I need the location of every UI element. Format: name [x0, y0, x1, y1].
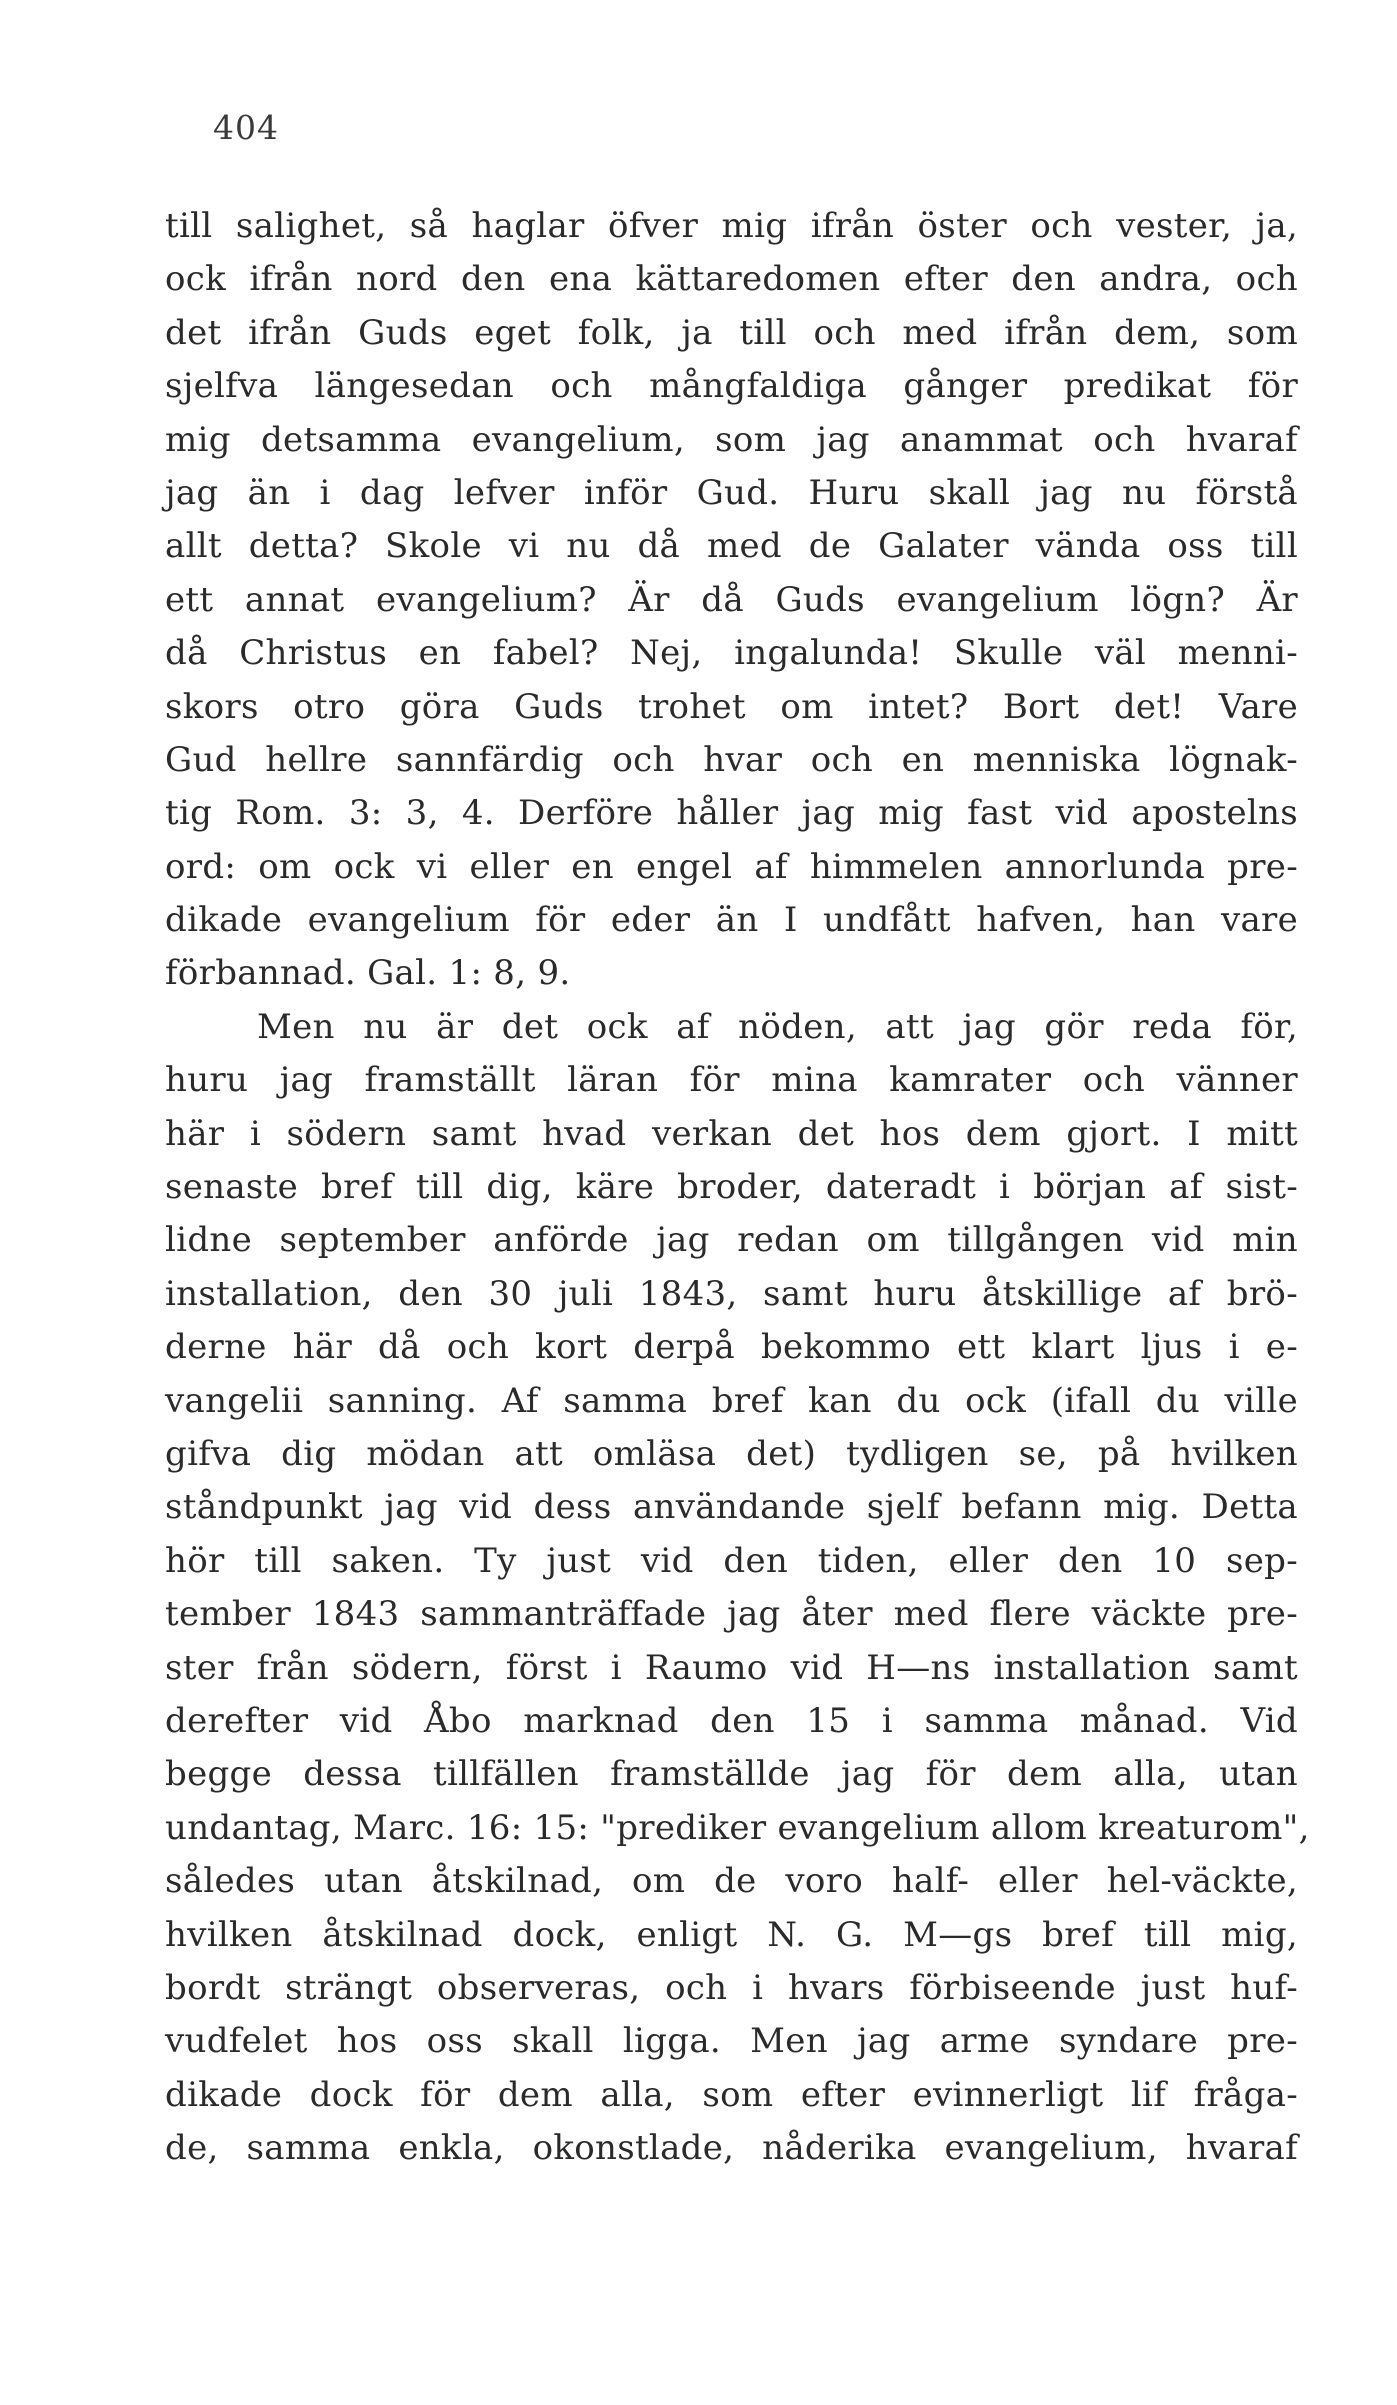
text-line: tig Rom. 3: 3, 4. Derföre håller jag mig fast vid apostelns: [165, 793, 1298, 834]
text-line: sjelfva längesedan och mångfaldiga gånger predikat för: [165, 366, 1298, 407]
text-line: derne här då och kort derpå bekommo ett klart ljus i e-: [165, 1327, 1298, 1368]
text-line: undantag, Marc. 16: 15: "prediker evangelium allom kreaturom",: [165, 1807, 1310, 1848]
text-line: installation, den 30 juli 1843, samt huru åtskillige af brö-: [165, 1273, 1298, 1314]
text-line: ster från södern, först i Raumo vid H—ns installation samt: [165, 1647, 1298, 1688]
text-line: förbannad. Gal. 1: 8, 9.: [165, 953, 571, 994]
text-line: ord: om ock vi eller en engel af himmelen annorlunda pre-: [165, 846, 1298, 887]
text-line: det ifrån Guds eget folk, ja till och med ifrån dem, som: [165, 312, 1298, 353]
text-line: här i södern samt hvad verkan det hos dem gjort. I mitt: [165, 1113, 1298, 1154]
text-line: vangelii sanning. Af samma bref kan du ock (ifall du ville: [165, 1380, 1298, 1421]
text-line: bordt strängt observeras, och i hvars förbiseende just huf-: [165, 1967, 1298, 2008]
paragraph-first-line: Men nu är det ock af nöden, att jag gör reda för,: [257, 1006, 1298, 1047]
text-line: ett annat evangelium? Är då Guds evangelium lögn? Är: [165, 579, 1298, 620]
body-text: [165, 200, 1310, 2175]
text-line: gifva dig mödan att omläsa det) tydligen se, på hvilken: [165, 1433, 1298, 1474]
text-line: senaste bref till dig, käre broder, dateradt i början af sist-: [165, 1167, 1298, 1208]
text-line: begge dessa tillfällen framställde jag för dem alla, utan: [165, 1754, 1298, 1795]
text-line: dikade dock för dem alla, som efter evinnerligt lif fråga-: [165, 2074, 1298, 2115]
text-line: dikade evangelium för eder än I undfått hafven, han vare: [165, 900, 1298, 941]
text-line: de, samma enkla, okonstlade, nåderika evangelium, hvaraf: [165, 2128, 1298, 2169]
text-line: derefter vid Åbo marknad den 15 i samma månad. Vid: [165, 1700, 1298, 1741]
text-line: lidne september anförde jag redan om tillgången vid min: [165, 1220, 1298, 1261]
text-line: allt detta? Skole vi nu då med de Galater vända oss till: [165, 526, 1298, 567]
page-number: 404: [213, 108, 279, 147]
text-line: hvilken åtskilnad dock, enligt N. G. M—gs bref till mig,: [165, 1914, 1298, 1955]
text-line: ock ifrån nord den ena kättaredomen efter den andra, och: [165, 259, 1298, 300]
text-line: således utan åtskilnad, om de voro half- eller hel-väckte,: [165, 1861, 1298, 1902]
text-line: vudfelet hos oss skall ligga. Men jag arme syndare pre-: [165, 2021, 1298, 2062]
text-line: Gud hellre sannfärdig och hvar och en menniska lögnak-: [165, 739, 1298, 780]
text-line: då Christus en fabel? Nej, ingalunda! Skulle väl menni-: [165, 633, 1298, 674]
text-line: skors otro göra Guds trohet om intet? Bort det! Vare: [165, 686, 1298, 727]
text-line: huru jag framställt läran för mina kamrater och vänner: [165, 1060, 1298, 1101]
text-line: ståndpunkt jag vid dess användande sjelf befann mig. Detta: [165, 1487, 1298, 1528]
text-line: hör till saken. Ty just vid den tiden, eller den 10 sep-: [165, 1540, 1298, 1581]
text-line: tember 1843 sammanträffade jag åter med flere väckte pre-: [165, 1594, 1298, 1635]
text-line: mig detsamma evangelium, som jag anammat och hvaraf: [165, 419, 1298, 460]
text-line: till salighet, så haglar öfver mig ifrån öster och vester, ja,: [165, 206, 1298, 246]
text-line: jag än i dag lefver inför Gud. Huru skall jag nu förstå: [165, 472, 1298, 513]
